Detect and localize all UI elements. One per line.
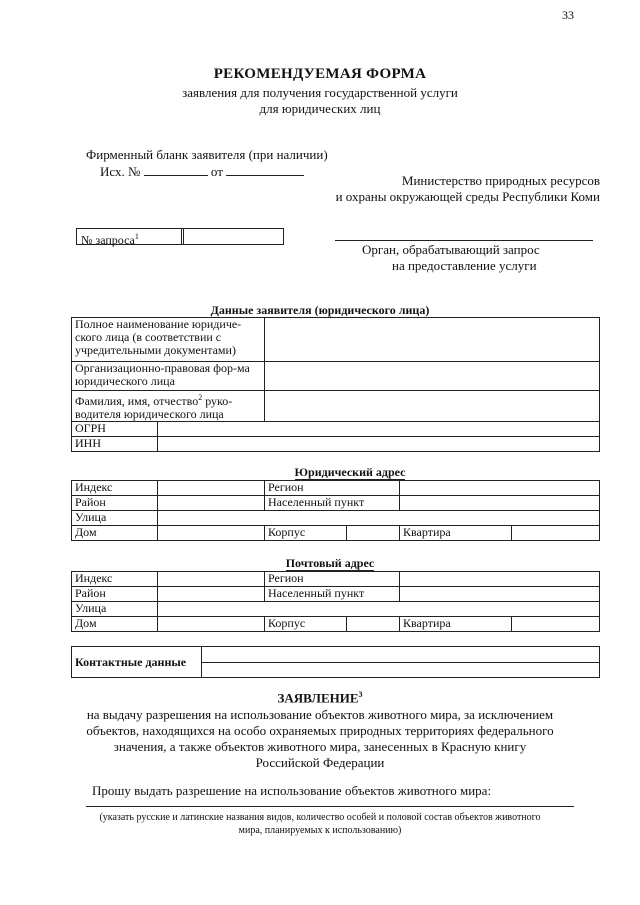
request-number-field[interactable]: [183, 229, 282, 244]
postal-settlement-field[interactable]: [400, 587, 600, 602]
organ-signature-line[interactable]: [335, 240, 593, 241]
addressee-line-2: и охраны окружающей среды Республики Коми: [335, 189, 600, 204]
legal-house-field[interactable]: [158, 526, 265, 541]
table-row: [72, 602, 600, 617]
full-name-field[interactable]: [265, 318, 600, 362]
postal-address-heading-text: Почтовый адрес: [285, 556, 375, 570]
postal-building-field[interactable]: [347, 617, 400, 632]
legal-building-label: Корпус: [265, 526, 347, 541]
letterhead-label: Фирменный бланк заявителя (при наличии): [86, 147, 328, 162]
table-row: [72, 422, 600, 437]
applicant-table: [71, 317, 600, 452]
postal-apartment-label: Квартира: [400, 617, 512, 632]
request-number-box: [76, 228, 284, 245]
postal-street-field[interactable]: [158, 602, 600, 617]
postal-street-label: Улица: [72, 602, 158, 617]
outgoing-ref-label: Исх. №: [100, 164, 141, 179]
postal-region-label: Регион: [265, 572, 400, 587]
inn-field[interactable]: [158, 437, 600, 452]
contacts-table: [71, 646, 600, 678]
contacts-field[interactable]: [202, 647, 600, 678]
request-number-text: № запроса: [81, 233, 135, 247]
head-name-field[interactable]: [265, 391, 600, 422]
legal-address-table: [71, 480, 600, 541]
outgoing-number-field[interactable]: [144, 163, 208, 176]
footnote-1: 1: [134, 232, 139, 241]
organ-line-1: Орган, обрабатывающий запрос: [362, 242, 540, 257]
contacts-divider: [202, 662, 599, 663]
table-row: [72, 391, 600, 422]
legal-region-label: Регион: [265, 481, 400, 496]
statement-line-2: объектов, находящихся на особо охраняемых природных территориях федерального: [86, 723, 554, 738]
postal-apartment-field[interactable]: [512, 617, 600, 632]
form-subtitle-line-1: заявления для получения государственной услуги: [182, 85, 458, 100]
statement-heading: [0, 690, 640, 706]
applicant-heading-text: Данные заявителя (юридического лица): [210, 303, 430, 317]
legal-district-field[interactable]: [158, 496, 265, 511]
table-row: [72, 587, 600, 602]
legal-address-heading: [30, 465, 640, 480]
legal-apartment-field[interactable]: [512, 526, 600, 541]
table-row: [72, 362, 600, 391]
statement-line-3: значения, а также объектов животного мира, занесенных в Красную книгу: [113, 739, 527, 754]
legal-street-field[interactable]: [158, 511, 600, 526]
statement-line-4: Российской Федерации: [255, 755, 385, 770]
footnote-3: 3: [358, 690, 363, 699]
form-subtitle-line-2: для юридических лиц: [259, 101, 381, 116]
postal-district-label: Район: [72, 587, 158, 602]
postal-index-label: Индекс: [72, 572, 158, 587]
legal-form-label: Организационно-правовая фор-ма юридического лица: [72, 362, 265, 391]
head-name-label: [72, 391, 265, 422]
page-number: 33: [562, 8, 574, 22]
postal-house-field[interactable]: [158, 617, 265, 632]
species-hint-line-1: (указать русские и латинские названия видов, количество особей и половой состав объектов животного: [99, 812, 541, 823]
organ-line-2: на предоставление услуги: [392, 258, 537, 273]
request-number-divider: [181, 229, 182, 244]
legal-street-label: Улица: [72, 511, 158, 526]
footnote-2: 2: [198, 393, 203, 402]
head-name-text-b: руко-водителя юридического лица: [75, 394, 233, 421]
legal-building-field[interactable]: [347, 526, 400, 541]
applicant-section-heading: [0, 303, 640, 318]
table-row: [72, 481, 600, 496]
ogrn-field[interactable]: [158, 422, 600, 437]
legal-index-label: Индекс: [72, 481, 158, 496]
table-row: [72, 647, 600, 678]
request-text: Прошу выдать разрешение на использование объектов животного мира:: [92, 783, 492, 798]
table-row: [72, 318, 600, 362]
postal-address-table: [71, 571, 600, 632]
legal-index-field[interactable]: [158, 481, 265, 496]
legal-settlement-field[interactable]: [400, 496, 600, 511]
table-row: [72, 496, 600, 511]
table-row: [72, 437, 600, 452]
statement-heading-text: ЗАЯВЛЕНИЕ: [277, 690, 359, 706]
postal-house-label: Дом: [72, 617, 158, 632]
legal-address-heading-text: Юридический адрес: [294, 465, 406, 479]
form-title: РЕКОМЕНДУЕМАЯ ФОРМА: [213, 66, 427, 82]
table-row: [72, 511, 600, 526]
request-number-label: [81, 229, 139, 248]
inn-label: ИНН: [72, 437, 158, 452]
legal-house-label: Дом: [72, 526, 158, 541]
postal-settlement-label: Населенный пункт: [265, 587, 400, 602]
table-row: [72, 617, 600, 632]
full-name-label: Полное наименование юридиче-ского лица (в соответствии с учредительными документами): [72, 318, 265, 362]
postal-district-field[interactable]: [158, 587, 265, 602]
addressee-line-1: Министерство природных ресурсов: [401, 173, 600, 188]
table-row: [72, 526, 600, 541]
outgoing-date-field[interactable]: [226, 163, 304, 176]
species-input-line[interactable]: [86, 806, 574, 807]
legal-region-field[interactable]: [400, 481, 600, 496]
legal-apartment-label: Квартира: [400, 526, 512, 541]
legal-district-label: Район: [72, 496, 158, 511]
postal-building-label: Корпус: [265, 617, 347, 632]
statement-line-1: на выдачу разрешения на использование объектов животного мира, за исключением: [86, 707, 554, 722]
legal-form-field[interactable]: [265, 362, 600, 391]
species-hint-line-2: мира, планируемых к использованию): [238, 825, 402, 836]
postal-region-field[interactable]: [400, 572, 600, 587]
head-name-text-a: Фамилия, имя, отчество: [75, 394, 199, 408]
postal-index-field[interactable]: [158, 572, 265, 587]
table-row: [72, 572, 600, 587]
contacts-label: Контактные данные: [72, 647, 202, 678]
legal-settlement-label: Населенный пункт: [265, 496, 400, 511]
outgoing-date-label: от: [210, 164, 223, 179]
postal-address-heading: [10, 556, 640, 571]
outgoing-ref: [100, 163, 304, 180]
ogrn-label: ОГРН: [72, 422, 158, 437]
